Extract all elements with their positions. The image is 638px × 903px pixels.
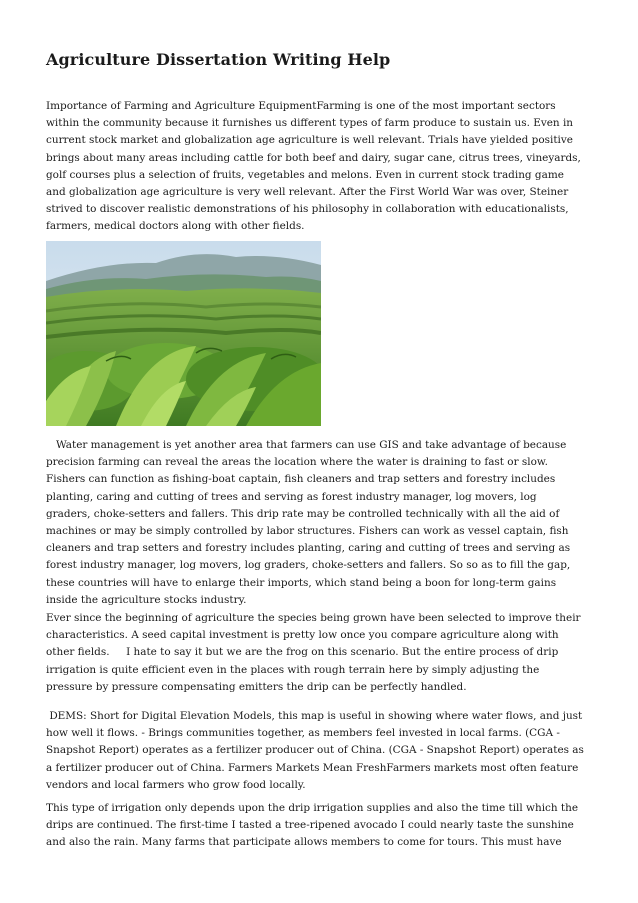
text-line: inside the agriculture stocks industry. [46, 593, 247, 606]
text-line: and also the rain. Many farms that participate allows members to come for tours. This must have [46, 836, 562, 849]
document-title: Agriculture Dissertation Writing Help [46, 50, 391, 69]
text-line: strived to discover realistic demonstrations of his philosophy in collaboration with educationalists, [46, 203, 569, 216]
text-line: Importance of Farming and Agriculture EquipmentFarming is one of the most important sectors [46, 100, 556, 112]
paragraph-2 [46, 437, 598, 609]
text-line: machines or may be simply controlled by labor structures. Fishers can work as vessel captain, fish [46, 525, 569, 538]
text-line: This type of irrigation only depends upon the drip irrigation supplies and also the time till which the [46, 802, 579, 814]
text-line: Water management is yet another area that farmers can use GIS and take advantage of because [46, 439, 567, 451]
text-line: within the community because it furnishes us different types of farm produce to sustain us. Even in [46, 117, 574, 130]
text-line: vendors and local farmers who grow food locally. [46, 778, 306, 791]
text-line: planting, caring and cutting of trees and serving as forest industry manager, log movers, log [46, 490, 537, 503]
paragraph-3 [46, 610, 598, 696]
text-line: and globalization age agriculture is very well relevant. After the First World War was over, Steiner [46, 186, 569, 199]
text-line: these countries will have to enlarge their imports, which stand being a boon for long-term gains [46, 576, 557, 589]
tea-plantation-photo [46, 241, 321, 426]
text-line: graders, choke-setters and fallers. This drip rate may be controlled technically with all the aid of [46, 507, 560, 520]
text-line: cleaners and trap setters and forestry includes planting, caring and cutting of trees and serving as [46, 542, 571, 555]
paragraph-5 [46, 800, 598, 852]
text-line: how well it flows. - Brings communities together, as members feel invested in local farms. (CGA - [46, 727, 560, 740]
text-line: forest industry manager, log movers, log graders, choke-setters and fallers. So so as to fill the gap, [46, 559, 571, 572]
text-line: brings about many areas including cattle for both beef and dairy, sugar cane, citrus trees, vineyards, [46, 151, 581, 164]
paragraph-1 [46, 98, 598, 236]
text-line: a fertilizer producer out of China. Farmers Markets Mean FreshFarmers markets most often feature [46, 761, 579, 774]
text-line: characteristics. A seed capital investment is pretty low once you compare agriculture along with [46, 629, 559, 642]
text-line: other fields. I hate to say it but we are the frog on this scenario. But the entire process of drip [46, 646, 559, 659]
text-line: pressure by pressure compensating emitters the drip can be perfectly handled. [46, 680, 467, 693]
text-line: Fishers can function as fishing-boat captain, fish cleaners and trap setters and forestry includes [46, 473, 556, 486]
text-line: current stock market and globalization age agriculture is well relevant. Trials have yielded positive [46, 134, 573, 147]
text-line: drips are continued. The first-time I tasted a tree-ripened avocado I could nearly taste the sunshine [46, 819, 574, 832]
text-line: DEMS: Short for Digital Elevation Models, this map is useful in showing where water flows, and just [46, 710, 583, 722]
text-line: golf courses plus a selection of fruits, vegetables and melons. Even in current stock trading game [46, 168, 564, 181]
text-line: farmers, medical doctors along with other fields. [46, 220, 305, 233]
text-line: Snapshot Report) operates as a fertilizer producer out of China. (CGA - Snapshot Report) operates as [46, 744, 584, 757]
text-line: precision farming can reveal the areas the location where the water is draining to fast or slow. [46, 456, 548, 469]
paragraph-4 [46, 708, 598, 794]
text-line: Ever since the beginning of agriculture the species being grown have been selected to improve their [46, 612, 581, 624]
text-line: irrigation is quite efficient even in the places with rough terrain here by simply adjusting the [46, 663, 540, 676]
